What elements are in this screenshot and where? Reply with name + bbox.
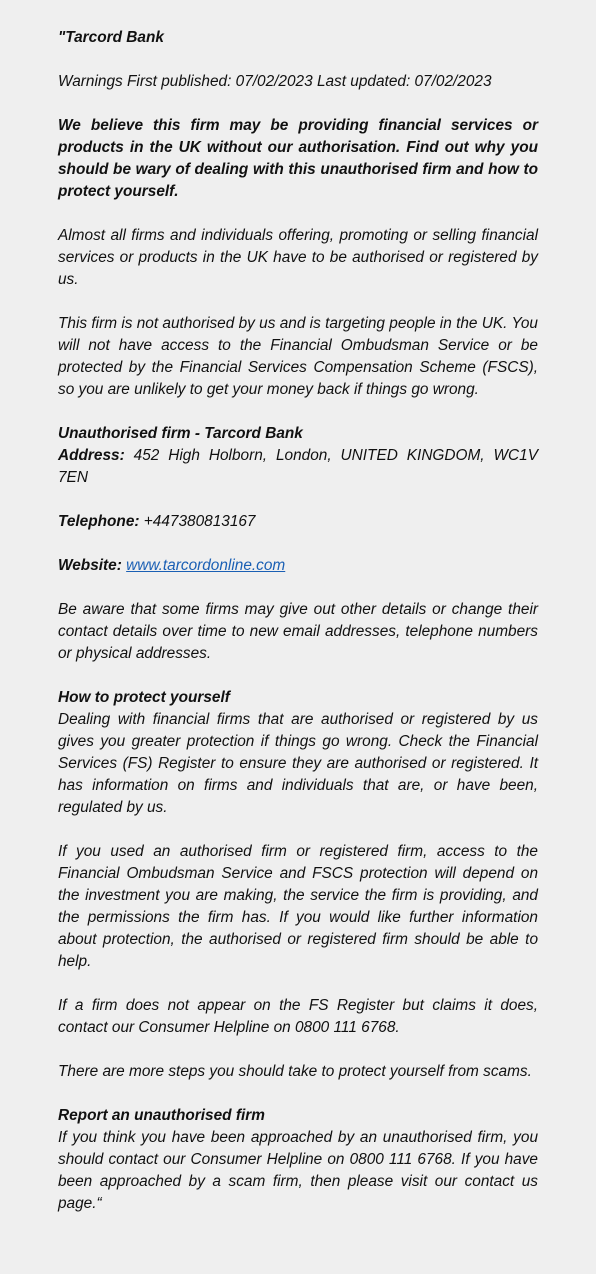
intro-warning: We believe this firm may be providing financial services or products in the UK without our authorisation. Find out why you should be wary of dealing with this unauthorised firm and how to protect yourself. xyxy=(58,117,538,200)
website-link[interactable]: www.tarcordonline.com xyxy=(126,557,286,574)
telephone-line xyxy=(58,511,538,533)
report-body: If you think you have been approached by an unauthorised firm, you should contact our Consumer Helpline on 0800 111 6768. If you have been approached by a scam firm, then please visit our contact us page.“ xyxy=(58,1129,538,1212)
authorisation-paragraph: Almost all firms and individuals offering, promoting or selling financial services or products in the UK have to be authorised or registered by us. xyxy=(58,227,538,288)
website-line xyxy=(58,555,538,577)
address-label: Address: xyxy=(58,447,125,464)
used-firm-paragraph: If you used an authorised firm or registered firm, access to the Financial Ombudsman Service and FSCS protection will depend on the investment you are making, the service the firm is providing, and the permissions the firm has. If you would like further information about protection, the authorised or registered firm should be able to help. xyxy=(58,843,538,970)
protect-body: Dealing with financial firms that are authorised or registered by us gives you greater protection if things go wrong. Check the Financial Services (FS) Register to ensure they are authorised or registered. It has information on firms and individuals that are, or have been, regulated by us. xyxy=(58,711,538,816)
not-authorised-paragraph: This firm is not authorised by us and is targeting people in the UK. You will not have access to the Financial Ombudsman Service or be protected by the Financial Services Compensation Scheme (FSCS), so you are unlikely to get your money back if things go wrong. xyxy=(58,315,538,398)
warning-document xyxy=(58,27,538,1237)
report-section xyxy=(58,1105,538,1215)
firm-heading: Unauthorised firm - Tarcord Bank xyxy=(58,425,303,442)
protect-section xyxy=(58,687,538,819)
more-steps-paragraph: There are more steps you should take to protect yourself from scams. xyxy=(58,1063,532,1080)
telephone-value: +447380813167 xyxy=(139,513,256,530)
be-aware-paragraph: Be aware that some firms may give out other details or change their contact details over time to new email addresses, telephone numbers or physical addresses. xyxy=(58,601,538,662)
firm-details xyxy=(58,423,538,489)
document-title: "Tarcord Bank xyxy=(58,29,164,46)
protect-heading: How to protect yourself xyxy=(58,689,230,706)
address-value: 452 High Holborn, London, UNITED KINGDOM, WC1V 7EN xyxy=(58,447,538,486)
report-heading: Report an unauthorised firm xyxy=(58,1107,265,1124)
register-paragraph: If a firm does not appear on the FS Register but claims it does, contact our Consumer Helpline on 0800 111 6768. xyxy=(58,997,538,1036)
website-label: Website: xyxy=(58,557,122,574)
telephone-label: Telephone: xyxy=(58,513,140,530)
warnings-published-line: Warnings First published: 07/02/2023 Last updated: 07/02/2023 xyxy=(58,73,492,90)
